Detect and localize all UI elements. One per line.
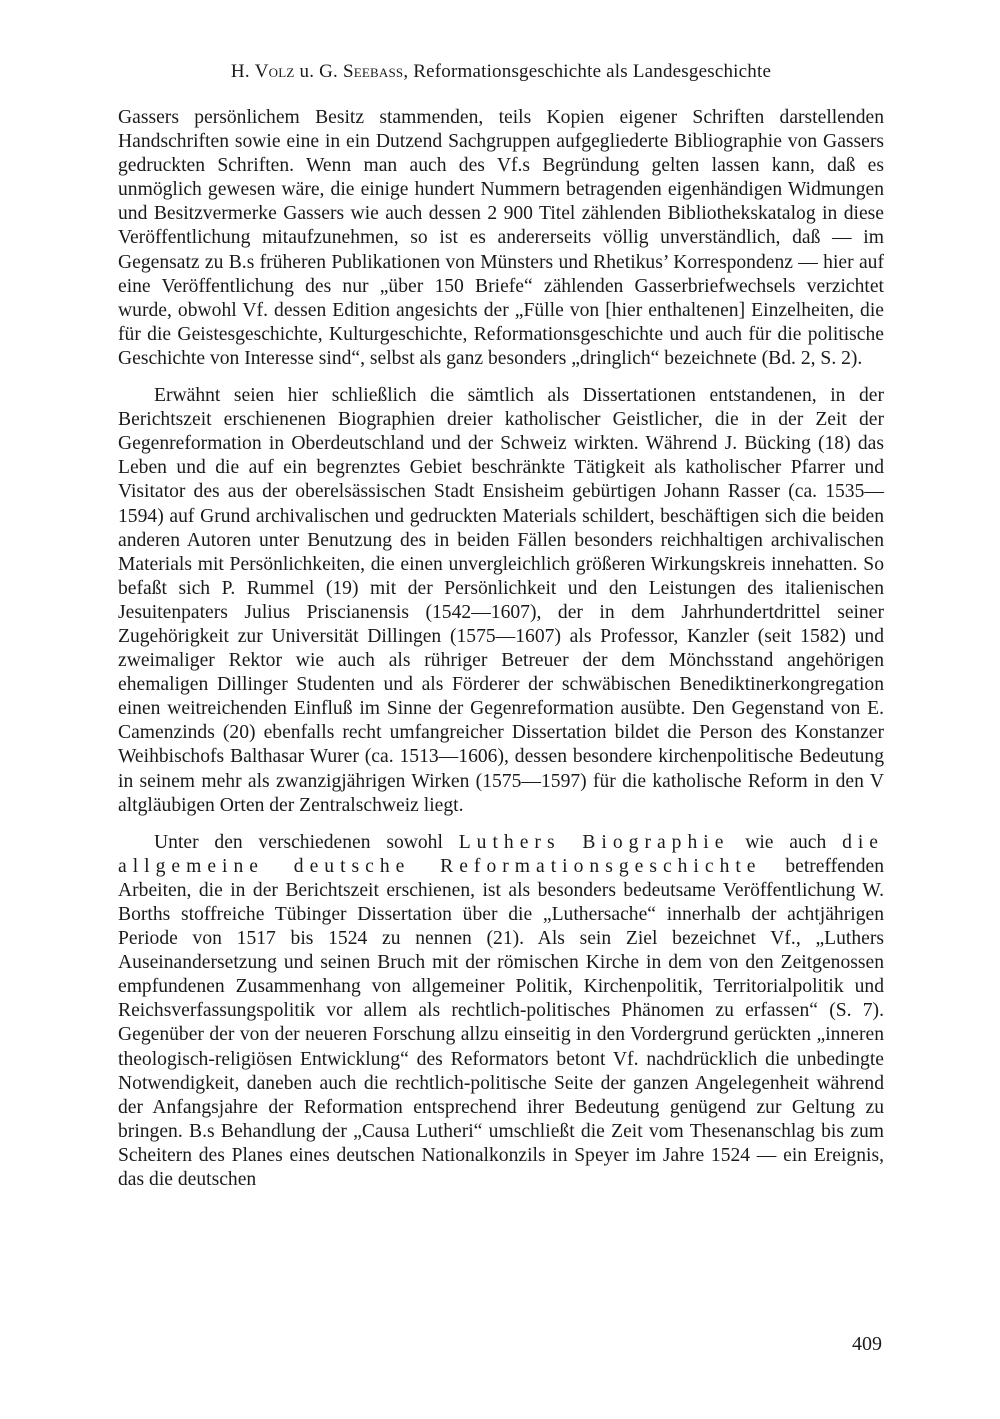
spaced-emphasis-reformationsgeschichte: die allgemeine deutsche Reformationsgeschichte — [118, 831, 884, 877]
author2-initial: G. — [319, 61, 338, 82]
paragraph-3-part-3: betreffenden Arbeiten, die in der Berichtszeit erschienen, ist als besonders bedeutsame Veröffentlichung W. Borths stoffreiche Tübinger Dissertation über die „Luthersache“ innerhalb der achtjährigen Periode von 1517 bis 1524 zu nennen (21). Als sein Ziel bezeichnet Vf., „Luthers Auseinandersetzung und seinen Bruch mit der römischen Kirche in dem von den Zeitgenossen empfundenen Zusammenhang von allgemeiner Politik, Kirchenpolitik, Territorialpolitik und Reichsverfassungspolitik vor allem als rechtlich-politisches Phänomen zu erfassen“ (S. 7). Gegenüber der von der neueren Forschung allzu einseitig in den Vordergrund gerückten „inneren theologisch-religiösen Entwicklung“ des Reformators betont Vf. nachdrücklich die unbedingte Notwendigkeit, daneben auch die rechtlich-politische Seite der ganzen Angelegenheit während der Anfangsjahre der Reformation entsprechend ihrer Bedeutung genügend zur Geltung zu bringen. B.s Behandlung der „Causa Lutheri“ umschließt die Zeit vom Thesenanschlag bis zum Scheitern des Planes eines deutschen Nationalkonzils in Speyer im Jahre 1524 — ein Ereignis, das die deutschen — [118, 855, 884, 1191]
paragraph-3-part-1: Unter den verschiedenen sowohl — [154, 831, 459, 853]
paragraph-2: Erwähnt seien hier schließlich die sämtlich als Dissertationen entstandenen, in der Berichtszeit erschienenen Biographien dreier katholischer Geistlicher, die in der Zeit der Gegenreformation in Oberdeutschland und der Schweiz wirkten. Während J. Bücking (18) das Leben und die auf ein begrenztes Gebiet beschränkte Tätigkeit als katholischer Pfarrer und Visitator des aus der oberelsässischen Stadt Ensisheim gebürtigen Johann Rasser (ca. 1535—1594) auf Grund archivalischen und gedruckten Materials schildert, beschäftigen sich die beiden anderen Autoren unter Benutzung des in beiden Fällen besonders reichhaltigen archivalischen Materials mit Persönlichkeiten, die einen unvergleichlich größeren Wirkungskreis innehatten. So befaßt sich P. Rummel (19) mit der Persönlichkeit und den Leistungen des italienischen Jesuitenpaters Julius Priscianensis (1542—1607), der in dem Jahrhundertdrittel seiner Zugehörigkeit zur Universität Dillingen (1575—1607) als Professor, Kanzler (seit 1582) und zweimaliger Rektor wie auch als rühriger Betreuer der dem Mönchsstand angehörigen ehemaligen Dillinger Studenten und als Förderer der schwäbischen Benediktinerkongregation einen weitreichenden Einfluß im Sinne der Gegenreformation ausübte. Den Gegenstand von E. Camenzinds (20) ebenfalls recht umfangreicher Dissertation bildet die Person des Konstanzer Weihbischofs Balthasar Wurer (ca. 1513—1606), dessen besondere kirchenpolitische Bedeutung in seinem mehr als zwanzigjährigen Wirken (1575—1597) für die katholische Reform in den V altgläubigen Orten der Zentralschweiz liegt. — [118, 385, 884, 816]
author1-initial: H. — [230, 61, 250, 82]
author2-name: Seebass — [342, 61, 404, 82]
paragraph-3 — [118, 831, 884, 1192]
running-title: , Reformationsgeschichte als Landesgeschichte — [403, 61, 772, 82]
document-page — [118, 58, 884, 1192]
author-conjunction: u. — [299, 61, 315, 82]
paragraph-1: Gassers persönlichem Besitz stammenden, teils Kopien eigener Schriften darstellenden Handschriften sowie eine in ein Dutzend Sachgruppen aufgegliederte Bibliographie von Gassers gedruckten Schriften. Wenn man auch des Vf.s Begründung gelten lassen kann, daß es unmöglich gewesen wäre, die einige hundert Nummern betragenden eigenhändigen Widmungen und Besitzvermerke Gassers wie auch dessen 2 900 Titel zählenden Bibliothekskatalog in diese Veröffentlichung mitaufzunehmen, so ist es andererseits völlig unverständlich, daß — im Gegensatz zu B.s früheren Publikationen von Münsters und Rhetikus’ Korrespondenz — hier auf eine Veröffentlichung des nur „über 150 Briefe“ zählenden Gasserbriefwechsels verzichtet wurde, obwohl Vf. dessen Edition angesichts der „Fülle von [hier enthaltenen] Einzelheiten, die für die Geistesgeschichte, Kulturgeschichte, Reformationsgeschichte und auch für die politische Geschichte von Interesse sind“, selbst als ganz besonders „dringlich“ bezeichnete (Bd. 2, S. 2). — [118, 107, 884, 369]
running-head — [118, 58, 884, 86]
spaced-emphasis-luthers-biographie: Luthers Biographie — [458, 831, 730, 853]
author1-name: Volz — [254, 61, 295, 82]
page-number: 409 — [852, 1333, 882, 1355]
paragraph-3-part-2: wie auch — [729, 831, 843, 853]
